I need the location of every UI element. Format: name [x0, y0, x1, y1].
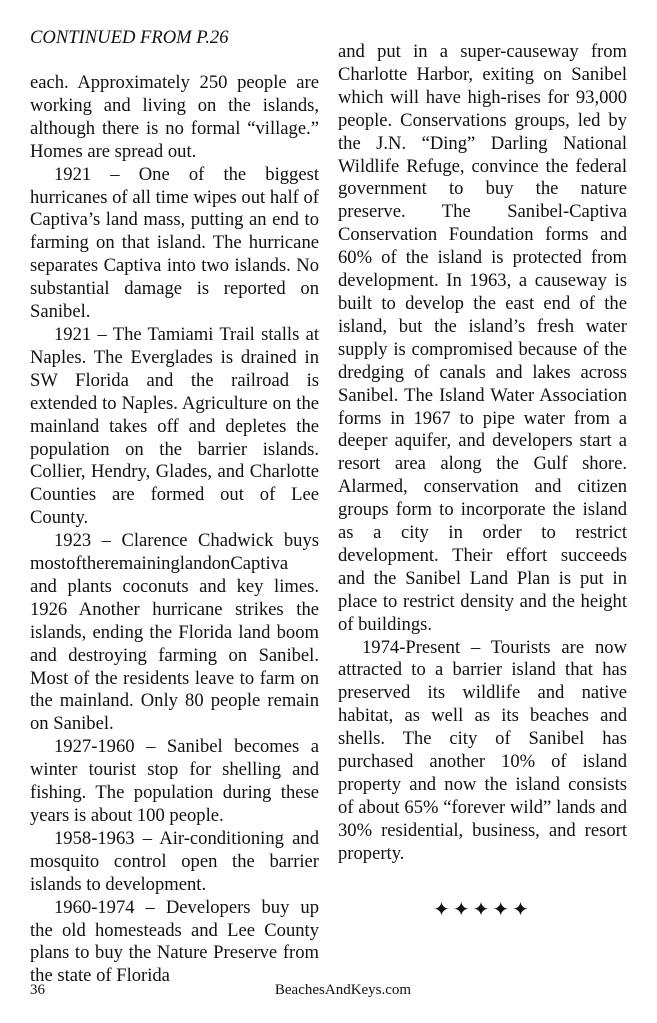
footer-site: BeachesAndKeys.com — [274, 982, 412, 998]
paragraph-1958-1963: 1958-1963 – Air-conditioning and mosquito control open the barrier islands to development. — [30, 827, 319, 895]
page-number: 36 — [30, 982, 45, 998]
paragraph-1923-chadwick: 1923 – Clarence Chadwick buys mostoftheremaininglandonCaptiva and plants coconuts and key limes. 1926 Another hurricane strikes the islands, ending the Florida land boom and destroying farming on Sanibel. Most of the residents leave to farm on the mainland. Only 80 people remain on Sanibel. — [30, 530, 319, 735]
right-column — [338, 41, 627, 866]
left-column — [30, 72, 319, 988]
end-ornament: ✦✦✦✦✦ — [433, 899, 532, 921]
paragraph-1921-tamiami-trail: 1921 – The Tamiami Trail stalls at Naples. The Everglades is drained in SW Florida and the railroad is extended to Naples. Agriculture on the mainland takes off and depletes the population on the barrier islands. Collier, Hendry, Glades, and Charlotte Counties are formed out of Lee County. — [30, 323, 319, 529]
continued-heading: CONTINUED FROM P.26 — [30, 27, 229, 48]
paragraph-1974-present: 1974-Present – Tourists are now attracted to a barrier island that has preserved its wildlife and native habitat, as well as its beaches and shells. The city of Sanibel has purchased another 10% of island property and now the island consists of about 65% “forever wild” lands and 30% residential, business, and resort property. — [338, 636, 627, 864]
paragraph-1927-1960: 1927-1960 – Sanibel becomes a winter tourist stop for shelling and fishing. The population during these years is about 100 people. — [30, 736, 319, 826]
paragraph-causeway-continuation: and put in a super-causeway from Charlotte Harbor, exiting on Sanibel which will have high-rises for 93,000 people. Conservations groups, led by the J.N. “Ding” Darling National Wildlife Refuge, convince the federal government to buy the nature preserve. The Sanibel-Captiva Conservation Foundation forms and 60% of the island is protected from development. In 1963, a causeway is built to develop the east end of the island, but the island’s fresh water supply is compromised because of the dredging of canals and lakes across Sanibel. The Island Water Association forms in 1967 to pipe water from a deeper aquifer, and developers start a resort area along the Gulf shore. Alarmed, conservation and citizen groups form to incorporate the island as a city in order to restrict development. Their effort succeeds and the Sanibel Land Plan is put in place to restrict density and the height of buildings. — [338, 41, 627, 635]
paragraph-1921-hurricane: 1921 – One of the biggest hurricanes of all time wipes out half of Captiva’s land mass, putting an end to farming on that island. The hurricane separates Captiva into two islands. No substantial damage is reported on Sanibel. — [30, 163, 319, 323]
paragraph-1960-1974: 1960-1974 – Developers buy up the old homesteads and Lee County plans to buy the Nature Preserve from the state of Florida — [30, 896, 319, 987]
paragraph-continuation: each. Approximately 250 people are working and living on the islands, although there is no formal “village.” Homes are spread out. — [30, 72, 319, 162]
